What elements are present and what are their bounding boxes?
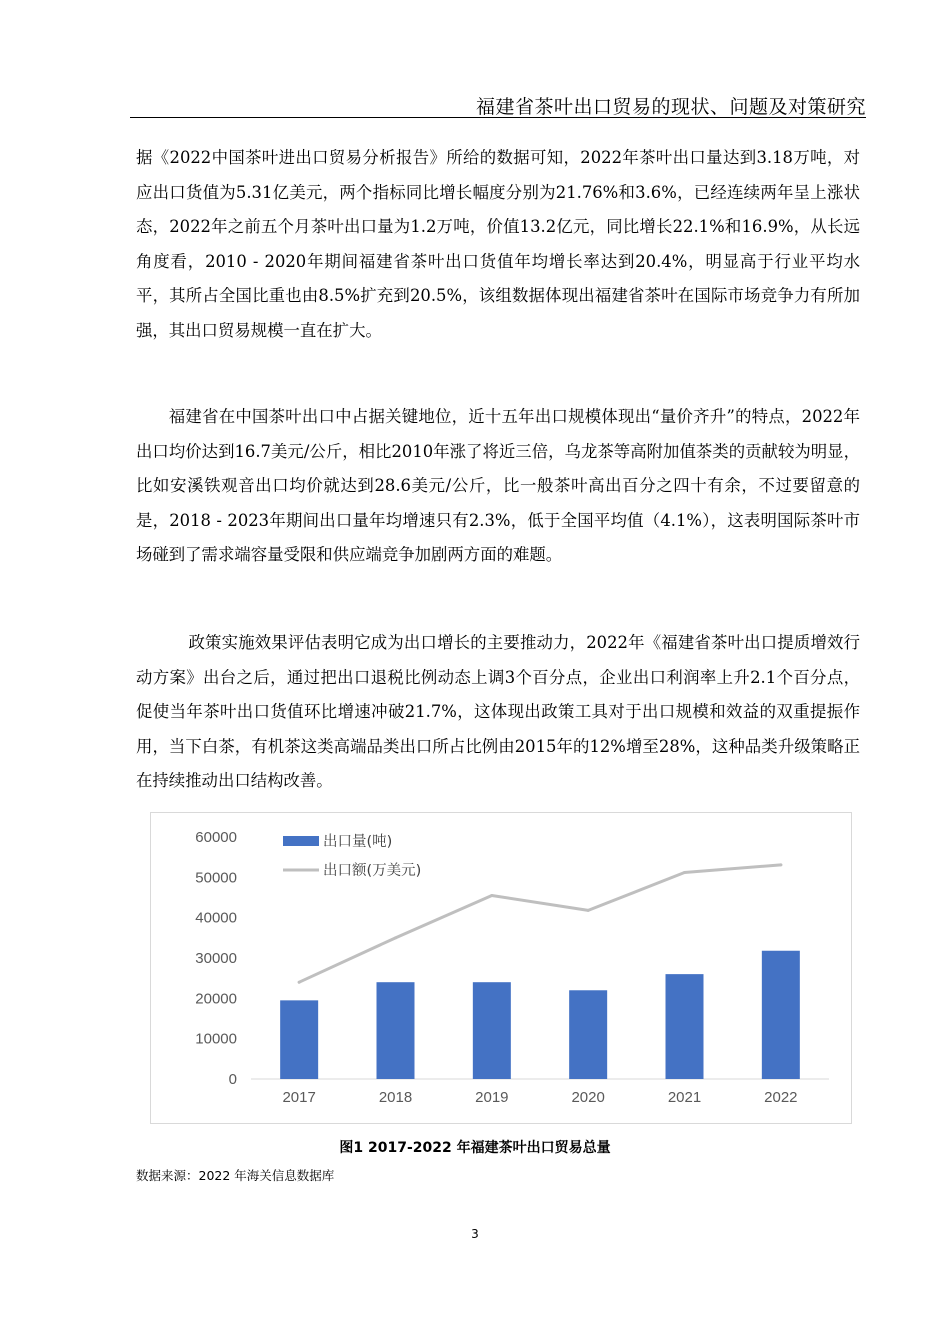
export-chart xyxy=(151,813,851,1123)
y-tick-label: 30000 xyxy=(195,950,237,967)
x-tick-label: 2019 xyxy=(475,1089,509,1106)
x-tick-label: 2017 xyxy=(282,1089,316,1106)
bar-series xyxy=(280,951,800,1079)
paragraph-2: 福建省在中国茶叶出口中占据关键地位，近十五年出口规模体现出“量价齐升”的特点，2022年出口均价达到16.7美元/公斤，相比2010年涨了将近三倍，乌龙茶等高附加值茶类的贡献较为明显，比如安溪铁观音出口均价就达到28.6美元/公斤，比一般茶叶高出百分之四十有余，不过要留意的是，2018 - 2023年期间出口量年均增速只有2.3%，低于全国平均值（4.1%），这表明国际茶叶市场碰到了需求端容量受限和供应端竞争加剧两方面的难题。 xyxy=(136,407,860,565)
x-tick-label: 2022 xyxy=(764,1089,798,1106)
bar-2018 xyxy=(377,982,415,1079)
legend-swatch-bar xyxy=(283,836,319,846)
y-tick-label: 0 xyxy=(228,1071,237,1088)
paragraph-1: 据《2022中国茶叶进出口贸易分析报告》所给的数据可知，2022年茶叶出口量达到3.18万吨，对应出口货值为5.31亿美元，两个指标同比增长幅度分别为21.76%和3.6%，已经连续两年呈上涨状态，2022年之前五个月茶叶出口量为1.2万吨，价值13.2亿元，同比增长22.1%和16.9%，从长远角度看，2010 - 2020年期间福建省茶叶出口货值年均增长率达到20.4%，明显高于行业平均水平，其所占全国比重也由8.5%扩充到20.5%，该组数据体现出福建省茶叶在国际市场竞争力有所加强，其出口贸易规模一直在扩大。 xyxy=(136,148,860,340)
bar-2017 xyxy=(280,1000,318,1079)
bar-2021 xyxy=(666,974,704,1079)
line-point-2019 xyxy=(490,894,493,897)
line-export-value xyxy=(299,865,781,982)
bar-2022 xyxy=(762,951,800,1079)
x-axis xyxy=(282,1089,797,1106)
data-source-note: 数据来源：2022 年海关信息数据库 xyxy=(136,1168,335,1183)
y-tick-label: 50000 xyxy=(195,869,237,887)
y-tick-label: 10000 xyxy=(195,1030,237,1048)
line-point-2021 xyxy=(683,871,686,874)
legend-label-bar: 出口量(吨) xyxy=(323,834,393,850)
paragraph-3: 政策实施效果评估表明它成为出口增长的主要推动力，2022年《福建省茶叶出口提质增效行动方案》出台之后，通过把出口退税比例动态上调3个百分点，企业出口利润率上升2.1个百分点，促使当年茶叶出口货值环比增速冲破21.7%，这体现出政策工具对于出口规模和效益的双重提振作用，当下白茶，有机茶这类高端品类出口所占比例由2015年的12%增至28%，这种品类升级策略正在持续推动出口结构改善。 xyxy=(136,633,860,791)
line-point-2017 xyxy=(298,981,301,984)
y-tick-label: 40000 xyxy=(195,909,237,927)
bar-2019 xyxy=(473,982,511,1079)
y-tick-label: 20000 xyxy=(195,990,237,1008)
x-tick-label: 2018 xyxy=(378,1089,413,1106)
header-rule xyxy=(130,117,866,118)
y-axis xyxy=(195,829,237,1088)
legend xyxy=(283,833,421,879)
line-point-2022 xyxy=(779,863,782,866)
bar-2020 xyxy=(569,990,607,1079)
running-header: 福建省茶叶出口贸易的现状、问题及对策研究 xyxy=(475,96,866,118)
line-point-2018 xyxy=(394,936,397,939)
line-point-2020 xyxy=(587,909,590,912)
x-tick-label: 2021 xyxy=(667,1089,702,1106)
y-tick-label: 60000 xyxy=(195,829,237,846)
line-series xyxy=(298,863,783,983)
chart-container xyxy=(150,812,852,1124)
x-tick-label: 2020 xyxy=(571,1089,605,1106)
page-number: 3 xyxy=(471,1227,479,1241)
figure-caption: 图1 2017-2022 年福建茶叶出口贸易总量 xyxy=(339,1140,611,1156)
legend-label-line: 出口额(万美元) xyxy=(323,863,422,879)
